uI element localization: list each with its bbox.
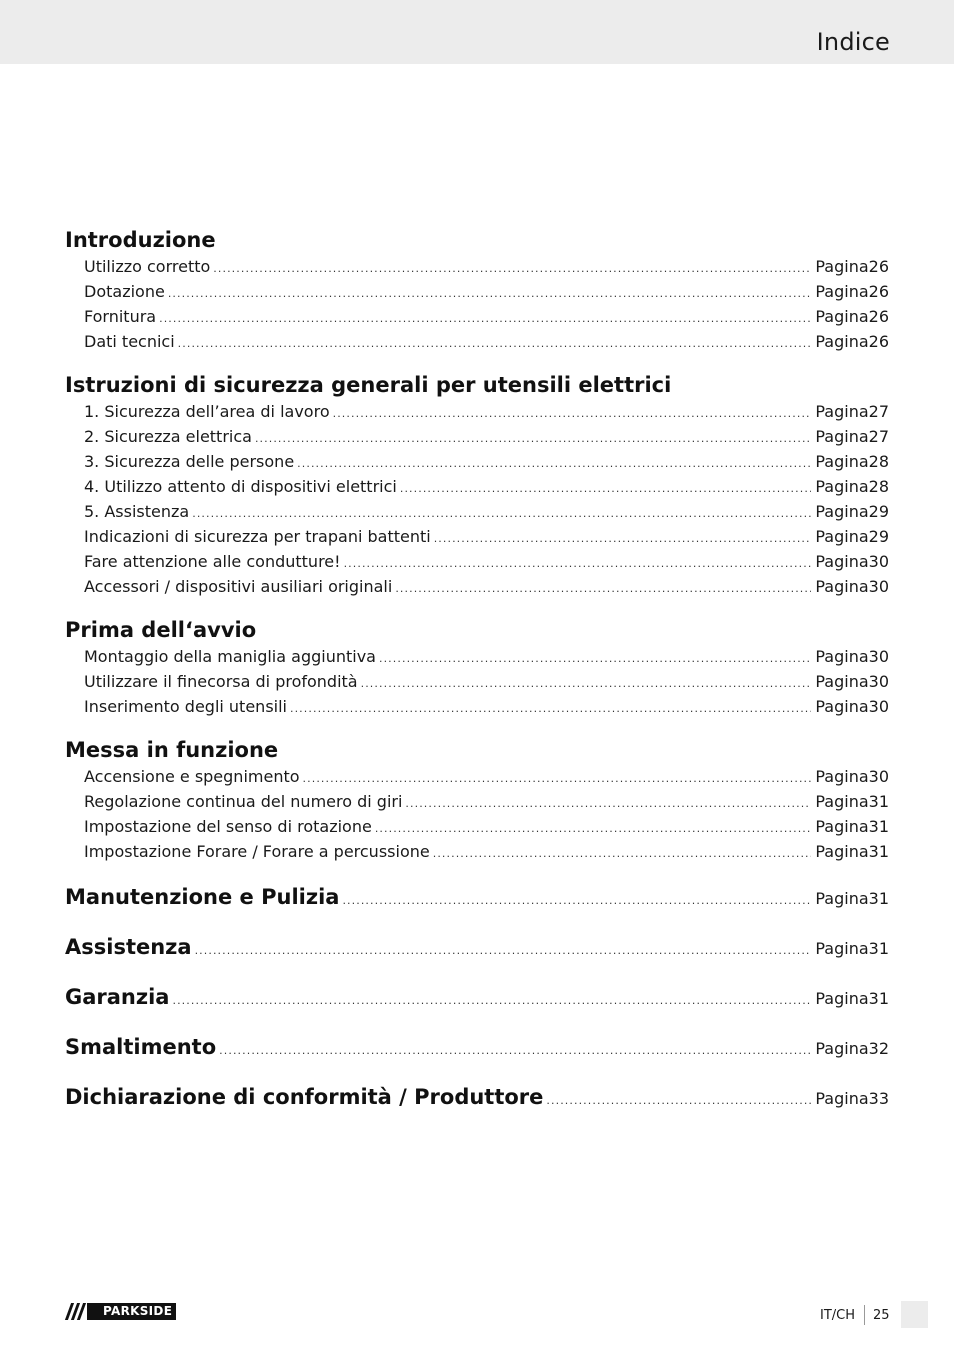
- header-band: [0, 0, 954, 64]
- page-number: 32: [868, 1039, 889, 1058]
- toc-entry[interactable]: [65, 424, 889, 449]
- toc-entry[interactable]: [65, 764, 889, 789]
- toc-entry[interactable]: [65, 279, 889, 304]
- entry-label: Fare attenzione alle condutture!: [84, 552, 341, 571]
- page-word: Pagina: [815, 552, 869, 571]
- page-number: 30: [868, 647, 889, 666]
- dot-leader: [434, 526, 812, 551]
- page-word: Pagina: [815, 527, 869, 546]
- page-word: Pagina: [815, 672, 869, 691]
- entry-label: Montaggio della maniglia aggiuntiva: [84, 647, 376, 666]
- section-title: Assistenza: [65, 935, 192, 959]
- toc-entry[interactable]: [65, 644, 889, 669]
- page-number: 31: [868, 842, 889, 861]
- dot-leader: [361, 671, 812, 696]
- toc-single-section[interactable]: [65, 872, 889, 922]
- page-title: Indice: [816, 28, 890, 56]
- toc-single-section[interactable]: [65, 1072, 889, 1122]
- page-word: Pagina: [815, 889, 869, 908]
- page-number: 26: [868, 332, 889, 351]
- page-word: Pagina: [815, 697, 869, 716]
- toc-entry[interactable]: [65, 304, 889, 329]
- section-title: Messa in funzione: [65, 738, 279, 762]
- entry-label: Impostazione Forare / Forare a percussione: [84, 842, 430, 861]
- page-word: Pagina: [815, 939, 869, 958]
- section-title: Manutenzione e Pulizia: [65, 885, 340, 909]
- entry-label: Accessori / dispositivi ausiliari originali: [84, 577, 393, 596]
- toc-entry[interactable]: [65, 329, 889, 354]
- dot-leader: [213, 256, 811, 281]
- entry-label: Regolazione continua del numero di giri: [84, 792, 403, 811]
- dot-leader: [178, 331, 812, 356]
- table-of-contents: [65, 226, 889, 1122]
- page-number: 31: [868, 939, 889, 958]
- logo-text: PARKSIDE: [87, 1303, 176, 1320]
- dot-leader: [405, 791, 811, 816]
- footer-page-info: [820, 1305, 890, 1325]
- dot-leader: [433, 841, 812, 866]
- toc-entry[interactable]: [65, 254, 889, 279]
- page-word: Pagina: [815, 1089, 869, 1108]
- entry-label: Inserimento degli utensili: [84, 697, 287, 716]
- toc-entry[interactable]: [65, 549, 889, 574]
- logo-stripes-icon: [65, 1303, 87, 1320]
- section-title: Prima dell‘avvio: [65, 618, 257, 642]
- locale-label: IT/CH: [820, 1307, 856, 1323]
- entry-label: Indicazioni di sicurezza per trapani battenti: [84, 527, 431, 546]
- page-word: Pagina: [815, 767, 869, 786]
- dot-leader: [400, 476, 812, 501]
- page-word: Pagina: [815, 577, 869, 596]
- toc-single-section[interactable]: [65, 1022, 889, 1072]
- entry-label: Utilizzare il finecorsa di profondità: [84, 672, 358, 691]
- dot-leader: [344, 551, 812, 576]
- toc-entry[interactable]: [65, 474, 889, 499]
- entry-label: 1. Sicurezza dell’area di lavoro: [84, 402, 330, 421]
- page-word: Pagina: [815, 792, 869, 811]
- page-word: Pagina: [815, 257, 869, 276]
- dot-leader: [159, 306, 811, 331]
- section-title: Istruzioni di sicurezza generali per utensili elettrici: [65, 373, 672, 397]
- dot-leader: [290, 696, 811, 721]
- toc-entry[interactable]: [65, 669, 889, 694]
- dot-leader: [195, 926, 812, 976]
- section-title: Garanzia: [65, 985, 170, 1009]
- entry-label: Dotazione: [84, 282, 165, 301]
- footer-tab-box: [901, 1301, 928, 1328]
- toc-entry[interactable]: [65, 694, 889, 719]
- toc-entry[interactable]: [65, 399, 889, 424]
- page-number: 31: [868, 889, 889, 908]
- entry-label: Accensione e spegnimento: [84, 767, 300, 786]
- page-number: 28: [868, 452, 889, 471]
- entry-label: Dati tecnici: [84, 332, 175, 351]
- page-word: Pagina: [815, 1039, 869, 1058]
- page-number: 30: [868, 767, 889, 786]
- page-word: Pagina: [815, 842, 869, 861]
- toc-entry[interactable]: [65, 814, 889, 839]
- entry-label: 3. Sicurezza delle persone: [84, 452, 295, 471]
- toc-section: [65, 226, 889, 354]
- page-number: 30: [868, 552, 889, 571]
- page-number-footer: 25: [873, 1307, 890, 1323]
- page-word: Pagina: [815, 647, 869, 666]
- section-title: Smaltimento: [65, 1035, 217, 1059]
- page-word: Pagina: [815, 402, 869, 421]
- toc-entry[interactable]: [65, 574, 889, 599]
- page-word: Pagina: [815, 427, 869, 446]
- parkside-logo: [65, 1303, 176, 1320]
- entry-label: Fornitura: [84, 307, 157, 326]
- page-number: 33: [868, 1089, 889, 1108]
- dot-leader: [172, 976, 811, 1026]
- entry-label: 5. Assistenza: [84, 502, 190, 521]
- entry-label: 2. Sicurezza elettrica: [84, 427, 252, 446]
- page-word: Pagina: [815, 452, 869, 471]
- toc-single-section[interactable]: [65, 922, 889, 972]
- page-number: 29: [868, 502, 889, 521]
- toc-section: [65, 736, 889, 864]
- dot-leader: [333, 401, 812, 426]
- toc-single-section[interactable]: [65, 972, 889, 1022]
- entry-label: Impostazione del senso di rotazione: [84, 817, 372, 836]
- dot-leader: [303, 766, 812, 791]
- dot-leader: [255, 426, 811, 451]
- section-title: Introduzione: [65, 228, 216, 252]
- page-number: 30: [868, 697, 889, 716]
- dot-leader: [192, 501, 811, 526]
- page-number: 27: [868, 427, 889, 446]
- toc-section: [65, 371, 889, 599]
- page-number: 27: [868, 402, 889, 421]
- dot-leader: [297, 451, 811, 476]
- toc-entry[interactable]: [65, 499, 889, 524]
- toc-entry[interactable]: [65, 524, 889, 549]
- page-number: 26: [868, 307, 889, 326]
- page-word: Pagina: [815, 989, 869, 1008]
- page-number: 26: [868, 257, 889, 276]
- footer-divider: [864, 1305, 865, 1325]
- toc-section: [65, 616, 889, 719]
- dot-leader: [395, 576, 811, 601]
- section-title: Dichiarazione di conformità / Produttore: [65, 1085, 544, 1109]
- toc-entry[interactable]: [65, 789, 889, 814]
- page-word: Pagina: [815, 817, 869, 836]
- toc-entry[interactable]: [65, 839, 889, 864]
- page-word: Pagina: [815, 307, 869, 326]
- dot-leader: [219, 1026, 811, 1076]
- page-number: 28: [868, 477, 889, 496]
- page-word: Pagina: [815, 332, 869, 351]
- entry-label: 4. Utilizzo attento di dispositivi elettrici: [84, 477, 397, 496]
- page-number: 26: [868, 282, 889, 301]
- page-number: 31: [868, 989, 889, 1008]
- dot-leader: [342, 876, 811, 926]
- page-number: 29: [868, 527, 889, 546]
- dot-leader: [546, 1076, 811, 1126]
- page-word: Pagina: [815, 282, 869, 301]
- page-number: 31: [868, 817, 889, 836]
- page-number: 30: [868, 577, 889, 596]
- entry-label: Utilizzo corretto: [84, 257, 211, 276]
- page-word: Pagina: [815, 477, 869, 496]
- dot-leader: [379, 646, 811, 671]
- page-number: 30: [868, 672, 889, 691]
- dot-leader: [375, 816, 812, 841]
- toc-entry[interactable]: [65, 449, 889, 474]
- page-word: Pagina: [815, 502, 869, 521]
- page-number: 31: [868, 792, 889, 811]
- dot-leader: [168, 281, 812, 306]
